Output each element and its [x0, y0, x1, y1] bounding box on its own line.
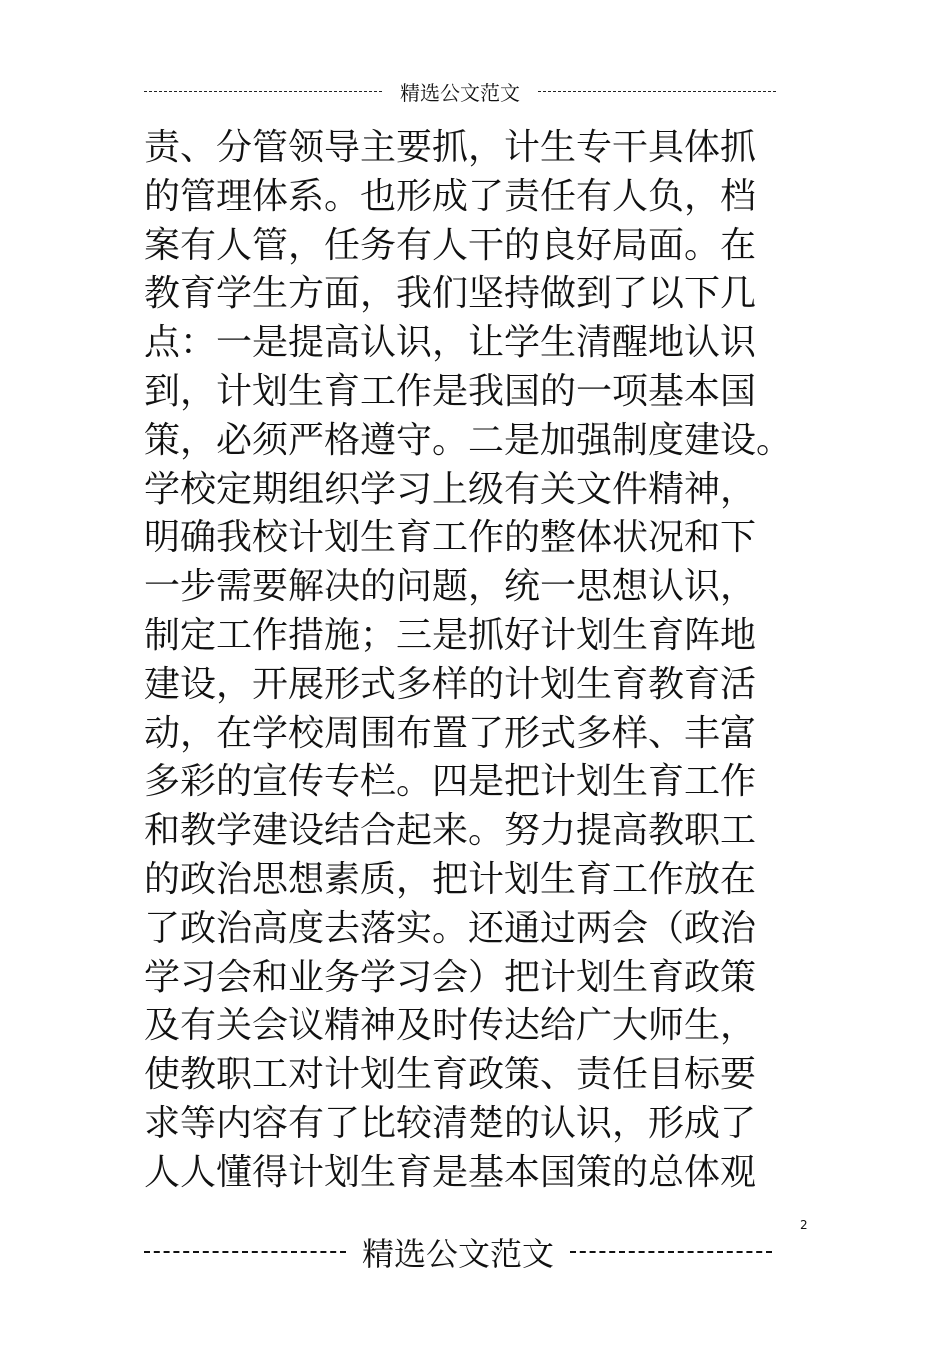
body-line: 的政治思想素质，把计划生育工作放在: [144, 858, 757, 900]
body-line: 多彩的宣传专栏。四是把计划生育工作: [144, 761, 757, 803]
body-line: 责、分管领导主要抓，计生专干具体抓: [144, 127, 757, 168]
document-body: [144, 124, 794, 1198]
footer-dash-left: [144, 1251, 346, 1253]
body-line: 及有关会议精神及时传达给广大师生，: [144, 1005, 757, 1047]
body-line: 动，在学校周围布置了形式多样、丰富: [144, 712, 757, 754]
footer-title: 精选公文范文: [362, 1235, 555, 1273]
body-line: 和教学建设结合起来。努力提高教职工: [144, 810, 757, 852]
body-line: 了政治高度去落实。还通过两会（政治: [144, 907, 757, 949]
body-line: 一步需要解决的问题，统一思想认识，: [144, 566, 757, 608]
body-line: 人人懂得计划生育是基本国策的总体观: [144, 1151, 757, 1193]
body-line: 制定工作措施；三是抓好计划生育阵地: [144, 614, 757, 656]
body-line: 教育学生方面，我们坚持做到了以下几: [144, 273, 757, 315]
body-line: 案有人管，任务有人干的良好局面。在: [144, 224, 757, 266]
body-line: 学校定期组织学习上级有关文件精神，: [144, 468, 757, 510]
body-line: 明确我校计划生育工作的整体状况和下: [144, 517, 757, 559]
body-line: 使教职工对计划生育政策、责任目标要: [144, 1054, 757, 1096]
body-line: 到，计划生育工作是我国的一项基本国: [144, 370, 757, 412]
body-line: 点：一是提高认识，让学生清醒地认识: [144, 322, 757, 364]
header-title: 精选公文范文: [400, 80, 520, 105]
body-line: 学习会和业务学习会）把计划生育政策: [144, 956, 757, 998]
page-number: 2: [800, 1218, 808, 1232]
header-dash-left: [144, 91, 382, 92]
page-header: [144, 74, 776, 108]
body-line: 建设，开展形式多样的计划生育教育活: [144, 663, 757, 705]
page-footer: [144, 1228, 772, 1276]
body-line: 求等内容有了比较清楚的认识，形成了: [144, 1102, 757, 1144]
header-dash-right: [538, 91, 776, 92]
footer-dash-right: [570, 1251, 772, 1253]
body-line: 策，必须严格遵守。二是加强制度建设。: [144, 419, 793, 461]
body-line: 的管理体系。也形成了责任有人负，档: [144, 175, 757, 217]
